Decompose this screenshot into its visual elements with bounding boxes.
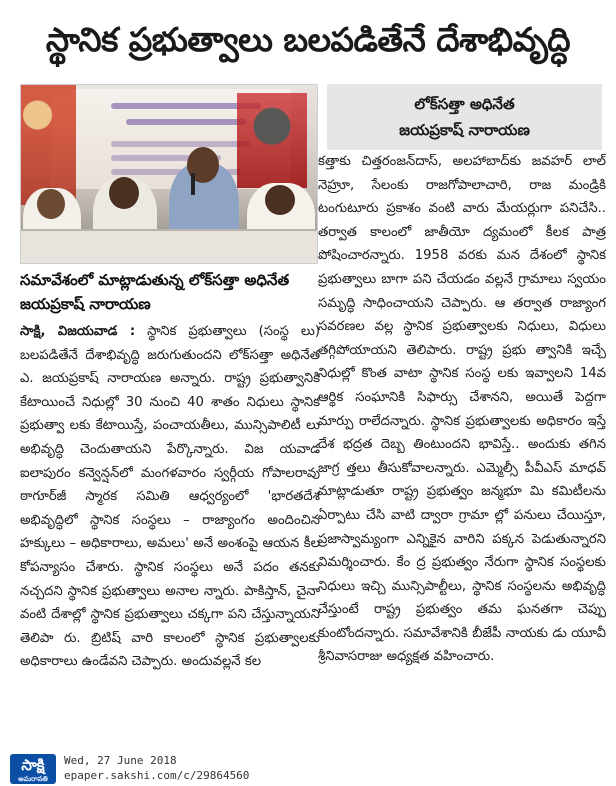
byline-box [327,84,602,150]
epaper-link[interactable]: epaper.sakshi.com/c/29864560 [64,769,250,782]
logo-text: సాక్షి [21,756,45,774]
logo-subtext: అమరావతి [18,775,48,783]
edition-date: Wed, 27 June 2018 [64,754,177,767]
article-column-right: కత్తాకు చిత్తరంజన్‌దాస్, అలహాబాద్‌కు జవహర్ లాల్ నెహ్రూ, సేలంకు రాజగోపాలాచారి, రాజ మండ్రికి టంగుటూరు ప్రకాశం వంటి వారు మేయర్లుగా పనిచేసి.. తర్వాత కాలంలో జాతీయో ద్యమంలో కీలక పాత్ర పోషించారన్నారు. 1958 వరకు మన దేశంలో స్థానిక ప్రభుత్వాలు బాగా పని చేయడం వల్లనే గ్రామాలు స్వయం సమృద్ధి సాధించాయని చెప్పారు. ఆ తర్వాత రాజ్యాంగ సవరణల వల్ల స్థానిక ప్రభుత్వాలకు నిధులు, విధులు తగ్గిపోయాయని తెలిపారు. రాష్ట్ర ప్రభు త్వానికి ఇచ్చే నిధుల్లో కొంత వాటా స్థానిక సంస్థ లకు ఇవ్వాలని 14వ ఆర్థిక సంఘానికి సిఫార్సు చేశానని, అయితే పెద్దగా మార్పు రాలేదన్నారు. స్థానిక ప్రభుత్వాలకు అధికారం ఇస్తే దేశ భద్రత దెబ్బ తింటుందని భావిస్తే.. అందుకు తగిన జాగ్ర త్తలు తీసుకోవాలన్నారు. ఎమ్మెల్సీ పీవీఎస్ మాధవ్ మాట్లాడుతూ రాష్ట్ర ప్రభుత్వం జన్మభూ మి కమిటీలను ఏర్పాటు చేసి వాటి ద్వారా గ్రామా ల్లో పనులు చేయిస్తూ, ప్రజాస్వామ్యంగా ఎన్నికైన వారిని పక్కన పెడుతున్నారని విమర్శించారు. కేం ద్ర ప్రభుత్వం నేరుగా స్థానిక సంస్థలకు నిధులు ఇచ్చి మున్సిపాల్టీలు, స్థానిక సంస్థలను అభివృద్ధి చేస్తుంటే రాష్ట్ర ప్రభుత్వం తమ ఘనతగా చెప్పు కుంటోందన్నారు. సమావేశానికి బీజేపీ నాయకు డు యూవీ శ్రీనివాసరాజు అధ్యక్షత వహించారు. [318,154,606,665]
article-text-left: స్థానిక ప్రభుత్వాలు (సంస్థ లు) బలపడితేనే దేశాభివృద్ధి జరుగుతుందని లోక్‌సత్తా అధినేత ఎ. జయప్రకాష్ నారాయణ అన్నారు. రాష్ట్ర ప్రభుత్వానికి కేటాయించే నిధుల్లో 30 నుంచి 40 శాతం నిధులు స్థానిక ప్రభుత్వా లకు కేటాయిస్తే, పంచాయతీలు, మున్సిపాలిటీ లు అభివృద్ధి చెందుతాయని పేర్కొన్నారు. విజ యవాడ ఐలాపురం కన్వెన్షన్‌లో మంగళవారం స్వర్గీయ గోపాలరావు ఠాగూర్‌జీ స్మారక సమితి ఆధ్వర్యంలో 'భారతదేశ అభివృద్ధిలో స్థానిక సంస్థలు – రాజ్యాంగం అందించిన హక్కులు – అధికారాలు, అమలు' అనే అంశంపై ఆయన కీల కోపన్యాసం చేశారు. స్థానిక సంస్థలు అనే పదం తనకు నచ్చదని స్థానిక ప్రభుత్వాలు అనాల న్నారు. పాకిస్తాన్, చైనా వంటి దేశాల్లో స్థానిక ప్రభుత్వాలు చక్కగా పని చేస్తున్నాయని తెలిపా రు. బ్రిటిష్ వారి కాలంలో స్థానిక ప్రభుత్వాలకు అధికారాలు ఉండేవని చెప్పారు. అందువల్లనే కల [20,324,320,670]
article-column-left [20,320,320,752]
photo-goddess-figure [21,85,76,205]
photo-portrait-poster [237,93,307,188]
photo-stage-table [21,229,318,263]
byline-name: జయప్రకాష్ నారాయణ [399,121,530,139]
byline-title: లోక్‌సత్తా అధినేత [414,95,515,113]
sakshi-logo[interactable] [10,754,56,784]
headline: స్థానిక ప్రభుత్వాలు బలపడితేనే దేశాభివృద్ధి [45,20,571,59]
footer [0,752,616,786]
news-photo [20,84,318,264]
photo-caption: సమావేశంలో మాట్లాడుతున్న లోక్‌సత్తా అధినేత జయప్రకాష్ నారాయణ [20,271,290,313]
article-dateline: సాక్షి, విజయవాడ : [20,324,136,339]
